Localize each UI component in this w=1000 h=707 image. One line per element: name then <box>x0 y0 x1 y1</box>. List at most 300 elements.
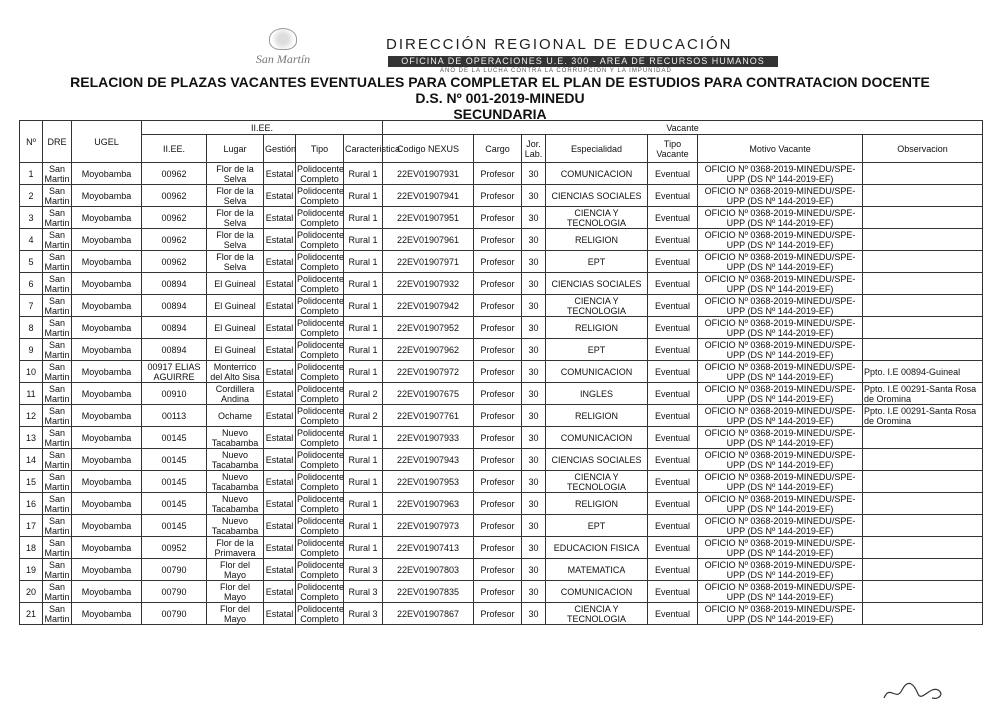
cell-jor: 30 <box>522 207 546 229</box>
cell-especialidad: EPT <box>546 339 648 361</box>
cell-observacion <box>863 515 983 537</box>
header-iiee: II.EE. <box>142 135 207 163</box>
cell-n: 19 <box>20 559 43 581</box>
cell-ugel: Moyobamba <box>72 383 142 405</box>
cell-gestion: Estatal <box>264 471 296 493</box>
cell-ugel: Moyobamba <box>72 295 142 317</box>
cell-tipo-vacante: Eventual <box>648 515 698 537</box>
cell-especialidad: RELIGION <box>546 229 648 251</box>
cell-iiee: 00145 <box>142 427 207 449</box>
decree-title: D.S. Nº 001-2019-MINEDU <box>415 90 585 106</box>
cell-lugar: Nuevo Tacabamba <box>207 493 264 515</box>
cell-codigo: 22EV01907675 <box>383 383 474 405</box>
cell-observacion <box>863 251 983 273</box>
cell-jor: 30 <box>522 559 546 581</box>
cell-observacion <box>863 581 983 603</box>
cell-cargo: Profesor <box>474 229 522 251</box>
table-row <box>20 185 983 207</box>
header-ugel: UGEL <box>72 121 142 163</box>
cell-codigo: 22EV01907963 <box>383 493 474 515</box>
cell-observacion <box>863 163 983 185</box>
header-n: Nº <box>20 121 43 163</box>
cell-dre: San Martin <box>44 427 70 448</box>
table-row <box>20 405 983 427</box>
cell-cargo: Profesor <box>474 537 522 559</box>
table-row <box>20 603 983 625</box>
cell-motivo: OFICIO Nº 0368-2019-MINEDU/SPE-UPP (DS Nº 144-2019-EF) <box>698 185 863 207</box>
cell-ugel: Moyobamba <box>72 537 142 559</box>
cell-tipo-vacante: Eventual <box>648 581 698 603</box>
cell-n: 15 <box>20 471 43 493</box>
cell-caracteristica: Rural 1 <box>344 427 383 449</box>
cell-tipo-vacante: Eventual <box>648 229 698 251</box>
cell-tipo: Polidocente Completo <box>297 229 345 250</box>
cell-caracteristica: Rural 1 <box>344 163 383 185</box>
header-jor: Jor. Lab. <box>522 135 546 163</box>
cell-especialidad: CIENCIAS SOCIALES <box>546 273 648 295</box>
cell-lugar: Flor de la Selva <box>207 207 264 229</box>
cell-tipo: Polidocente Completo <box>297 449 345 470</box>
header-caracteristica: Caracteristica <box>344 135 383 163</box>
cell-caracteristica: Rural 3 <box>344 603 383 625</box>
level-title: SECUNDARIA <box>453 106 547 122</box>
cell-lugar: Flor de la Selva <box>207 185 264 207</box>
vacancies-table <box>19 120 983 625</box>
cell-caracteristica: Rural 1 <box>344 537 383 559</box>
cell-cargo: Profesor <box>474 405 522 427</box>
cell-codigo: 22EV01907942 <box>383 295 474 317</box>
cell-cargo: Profesor <box>474 207 522 229</box>
column-header-row <box>20 135 983 163</box>
cell-tipo-vacante: Eventual <box>648 493 698 515</box>
cell-cargo: Profesor <box>474 163 522 185</box>
cell-caracteristica: Rural 1 <box>344 295 383 317</box>
cell-cargo: Profesor <box>474 603 522 625</box>
cell-tipo-vacante: Eventual <box>648 295 698 317</box>
cell-iiee: 00910 <box>142 383 207 405</box>
cell-observacion <box>863 493 983 515</box>
cell-observacion <box>863 603 983 625</box>
group-header-row <box>20 121 983 135</box>
table-row <box>20 273 983 295</box>
table-row <box>20 251 983 273</box>
document-title: RELACION DE PLAZAS VACANTES EVENTUALES PARA COMPLETAR EL PLAN DE ESTUDIOS PARA CONTRATACION DOCENTE <box>70 74 930 90</box>
cell-especialidad: EDUCACION FISICA <box>546 537 648 559</box>
cell-tipo: Polidocente Completo <box>297 339 345 360</box>
cell-tipo-vacante: Eventual <box>648 405 698 427</box>
cell-iiee: 00952 <box>142 537 207 559</box>
cell-especialidad: CIENCIA Y TECNOLOGIA <box>546 471 648 493</box>
cell-tipo-vacante: Eventual <box>648 317 698 339</box>
cell-ugel: Moyobamba <box>72 251 142 273</box>
cell-dre: San Martin <box>44 163 70 184</box>
cell-n: 9 <box>20 339 43 361</box>
year-motto: AÑO DE LA LUCHA CONTRA LA CORRUPCIÓN Y LA IMPUNIDAD <box>440 68 672 74</box>
group-header-vacante: Vacante <box>383 121 983 135</box>
header-dre: DRE <box>43 121 72 163</box>
cell-observacion: Ppto. I.E 00894-Guineal <box>863 361 983 383</box>
cell-gestion: Estatal <box>264 295 296 317</box>
cell-motivo: OFICIO Nº 0368-2019-MINEDU/SPE-UPP (DS Nº 144-2019-EF) <box>698 449 863 471</box>
cell-observacion <box>863 339 983 361</box>
cell-lugar: Nuevo Tacabamba <box>207 515 264 537</box>
cell-tipo: Polidocente Completo <box>297 163 345 184</box>
cell-especialidad: CIENCIAS SOCIALES <box>546 185 648 207</box>
cell-gestion: Estatal <box>264 185 296 207</box>
table-row <box>20 383 983 405</box>
cell-especialidad: RELIGION <box>546 493 648 515</box>
cell-tipo-vacante: Eventual <box>648 603 698 625</box>
cell-iiee: 00894 <box>142 317 207 339</box>
cell-gestion: Estatal <box>264 273 296 295</box>
cell-especialidad: COMUNICACION <box>546 581 648 603</box>
cell-iiee: 00790 <box>142 581 207 603</box>
cell-motivo: OFICIO Nº 0368-2019-MINEDU/SPE-UPP (DS Nº 144-2019-EF) <box>698 317 863 339</box>
cell-iiee: 00790 <box>142 603 207 625</box>
cell-cargo: Profesor <box>474 449 522 471</box>
cell-jor: 30 <box>522 493 546 515</box>
cell-jor: 30 <box>522 273 546 295</box>
cell-cargo: Profesor <box>474 295 522 317</box>
table-row <box>20 537 983 559</box>
header-tipo-vacante: Tipo Vacante <box>648 135 698 163</box>
cell-jor: 30 <box>522 185 546 207</box>
cell-gestion: Estatal <box>264 537 296 559</box>
cell-ugel: Moyobamba <box>72 229 142 251</box>
cell-n: 6 <box>20 273 43 295</box>
dre-title: DIRECCIÓN REGIONAL DE EDUCACIÓN <box>386 36 733 53</box>
cell-lugar: Ochame <box>207 405 264 427</box>
cell-n: 18 <box>20 537 43 559</box>
cell-lugar: Flor de la Primavera <box>207 537 264 559</box>
cell-dre: San Martin <box>44 207 70 228</box>
cell-observacion <box>863 185 983 207</box>
cell-ugel: Moyobamba <box>72 603 142 625</box>
cell-cargo: Profesor <box>474 361 522 383</box>
cell-motivo: OFICIO Nº 0368-2019-MINEDU/SPE-UPP (DS Nº 144-2019-EF) <box>698 603 863 625</box>
cell-dre: San Martin <box>44 493 70 514</box>
cell-iiee: 00962 <box>142 251 207 273</box>
cell-n: 12 <box>20 405 43 427</box>
logo-text: San Martín <box>255 52 311 66</box>
cell-codigo: 22EV01907953 <box>383 471 474 493</box>
cell-dre: San Martin <box>44 449 70 470</box>
cell-tipo-vacante: Eventual <box>648 427 698 449</box>
cell-gestion: Estatal <box>264 449 296 471</box>
group-header-iiee: II.EE. <box>142 121 383 135</box>
table-row <box>20 493 983 515</box>
cell-lugar: Flor del Mayo <box>207 559 264 581</box>
cell-motivo: OFICIO Nº 0368-2019-MINEDU/SPE-UPP (DS Nº 144-2019-EF) <box>698 471 863 493</box>
table-row <box>20 317 983 339</box>
cell-gestion: Estatal <box>264 207 296 229</box>
cell-codigo: 22EV01907971 <box>383 251 474 273</box>
cell-observacion <box>863 559 983 581</box>
cell-ugel: Moyobamba <box>72 559 142 581</box>
cell-tipo: Polidocente Completo <box>297 207 345 228</box>
header-observacion: Observacion <box>863 135 983 163</box>
cell-ugel: Moyobamba <box>72 405 142 427</box>
cell-jor: 30 <box>522 295 546 317</box>
cell-dre: San Martin <box>44 515 70 536</box>
cell-ugel: Moyobamba <box>72 581 142 603</box>
cell-caracteristica: Rural 1 <box>344 361 383 383</box>
cell-tipo-vacante: Eventual <box>648 361 698 383</box>
cell-motivo: OFICIO Nº 0368-2019-MINEDU/SPE-UPP (DS Nº 144-2019-EF) <box>698 515 863 537</box>
cell-jor: 30 <box>522 581 546 603</box>
cell-iiee: 00962 <box>142 207 207 229</box>
table-row <box>20 581 983 603</box>
cell-gestion: Estatal <box>264 515 296 537</box>
cell-ugel: Moyobamba <box>72 207 142 229</box>
cell-gestion: Estatal <box>264 339 296 361</box>
cell-tipo: Polidocente Completo <box>297 383 345 404</box>
cell-codigo: 22EV01907941 <box>383 185 474 207</box>
cell-codigo: 22EV01907761 <box>383 405 474 427</box>
cell-n: 11 <box>20 383 43 405</box>
cell-observacion <box>863 317 983 339</box>
cell-lugar: Nuevo Tacabamba <box>207 449 264 471</box>
cell-n: 8 <box>20 317 43 339</box>
cell-tipo: Polidocente Completo <box>297 405 345 426</box>
cell-tipo-vacante: Eventual <box>648 537 698 559</box>
cell-gestion: Estatal <box>264 427 296 449</box>
header-cargo: Cargo <box>474 135 522 163</box>
cell-iiee: 00113 <box>142 405 207 427</box>
cell-iiee: 00894 <box>142 295 207 317</box>
cell-motivo: OFICIO Nº 0368-2019-MINEDU/SPE-UPP (DS Nº 144-2019-EF) <box>698 493 863 515</box>
table-row <box>20 361 983 383</box>
cell-iiee: 00145 <box>142 449 207 471</box>
cell-tipo: Polidocente Completo <box>297 317 345 338</box>
cell-cargo: Profesor <box>474 581 522 603</box>
cell-jor: 30 <box>522 427 546 449</box>
cell-lugar: Monterrico del Alto Sisa <box>207 361 264 383</box>
cell-tipo-vacante: Eventual <box>648 251 698 273</box>
cell-jor: 30 <box>522 361 546 383</box>
cell-especialidad: MATEMATICA <box>546 559 648 581</box>
cell-cargo: Profesor <box>474 427 522 449</box>
cell-tipo: Polidocente Completo <box>297 471 345 492</box>
cell-jor: 30 <box>522 515 546 537</box>
cell-caracteristica: Rural 2 <box>344 405 383 427</box>
cell-tipo: Polidocente Completo <box>297 361 345 382</box>
cell-codigo: 22EV01907943 <box>383 449 474 471</box>
cell-dre: San Martin <box>44 251 70 272</box>
cell-n: 2 <box>20 185 43 207</box>
cell-lugar: El Guineal <box>207 295 264 317</box>
cell-jor: 30 <box>522 163 546 185</box>
cell-n: 1 <box>20 163 43 185</box>
cell-codigo: 22EV01907972 <box>383 361 474 383</box>
cell-iiee: 00145 <box>142 493 207 515</box>
cell-n: 20 <box>20 581 43 603</box>
cell-dre: San Martin <box>44 317 70 338</box>
cell-codigo: 22EV01907932 <box>383 273 474 295</box>
cell-motivo: OFICIO Nº 0368-2019-MINEDU/SPE-UPP (DS Nº 144-2019-EF) <box>698 339 863 361</box>
cell-ugel: Moyobamba <box>72 317 142 339</box>
cell-tipo-vacante: Eventual <box>648 207 698 229</box>
cell-ugel: Moyobamba <box>72 273 142 295</box>
cell-dre: San Martin <box>44 603 70 624</box>
cell-observacion <box>863 295 983 317</box>
cell-lugar: Nuevo Tacabamba <box>207 471 264 493</box>
cell-tipo-vacante: Eventual <box>648 339 698 361</box>
cell-codigo: 22EV01907803 <box>383 559 474 581</box>
cell-tipo-vacante: Eventual <box>648 185 698 207</box>
cell-dre: San Martin <box>44 273 70 294</box>
cell-iiee: 00962 <box>142 185 207 207</box>
cell-gestion: Estatal <box>264 405 296 427</box>
cell-especialidad: RELIGION <box>546 317 648 339</box>
cell-observacion <box>863 537 983 559</box>
regional-logo <box>228 28 338 67</box>
cell-caracteristica: Rural 3 <box>344 581 383 603</box>
cell-codigo: 22EV01907951 <box>383 207 474 229</box>
cell-observacion <box>863 471 983 493</box>
header-motivo: Motivo Vacante <box>698 135 863 163</box>
cell-dre: San Martin <box>44 383 70 404</box>
table-row <box>20 471 983 493</box>
cell-caracteristica: Rural 1 <box>344 317 383 339</box>
cell-iiee: 00145 <box>142 471 207 493</box>
table-row <box>20 515 983 537</box>
cell-tipo: Polidocente Completo <box>297 603 345 624</box>
cell-gestion: Estatal <box>264 603 296 625</box>
signature-icon <box>880 680 950 704</box>
cell-motivo: OFICIO Nº 0368-2019-MINEDU/SPE-UPP (DS Nº 144-2019-EF) <box>698 229 863 251</box>
cell-tipo: Polidocente Completo <box>297 185 345 206</box>
cell-lugar: Flor de la Selva <box>207 229 264 251</box>
header-tipo: Tipo <box>296 135 344 163</box>
header-codigo: Codigo NEXUS <box>383 135 474 163</box>
cell-n: 7 <box>20 295 43 317</box>
cell-lugar: Flor del Mayo <box>207 603 264 625</box>
cell-iiee: 00790 <box>142 559 207 581</box>
cell-especialidad: RELIGION <box>546 405 648 427</box>
cell-observacion <box>863 427 983 449</box>
cell-motivo: OFICIO Nº 0368-2019-MINEDU/SPE-UPP (DS Nº 144-2019-EF) <box>698 251 863 273</box>
header-especialidad: Especialidad <box>546 135 648 163</box>
cell-especialidad: CIENCIA Y TECNOLOGIA <box>546 207 648 229</box>
cell-jor: 30 <box>522 537 546 559</box>
cell-motivo: OFICIO Nº 0368-2019-MINEDU/SPE-UPP (DS Nº 144-2019-EF) <box>698 559 863 581</box>
cell-n: 13 <box>20 427 43 449</box>
cell-motivo: OFICIO Nº 0368-2019-MINEDU/SPE-UPP (DS Nº 144-2019-EF) <box>698 427 863 449</box>
cell-tipo: Polidocente Completo <box>297 295 345 316</box>
cell-n: 5 <box>20 251 43 273</box>
cell-jor: 30 <box>522 339 546 361</box>
cell-n: 14 <box>20 449 43 471</box>
cell-jor: 30 <box>522 449 546 471</box>
office-banner: OFICINA DE OPERACIONES U.E. 300 - AREA DE RECURSOS HUMANOS <box>388 56 778 67</box>
cell-codigo: 22EV01907931 <box>383 163 474 185</box>
table-row <box>20 449 983 471</box>
cell-codigo: 22EV01907835 <box>383 581 474 603</box>
cell-ugel: Moyobamba <box>72 471 142 493</box>
cell-gestion: Estatal <box>264 493 296 515</box>
cell-gestion: Estatal <box>264 229 296 251</box>
cell-ugel: Moyobamba <box>72 515 142 537</box>
cell-cargo: Profesor <box>474 251 522 273</box>
cell-caracteristica: Rural 1 <box>344 493 383 515</box>
cell-codigo: 22EV01907961 <box>383 229 474 251</box>
cell-tipo: Polidocente Completo <box>297 559 345 580</box>
cell-cargo: Profesor <box>474 515 522 537</box>
cell-jor: 30 <box>522 405 546 427</box>
table-row <box>20 559 983 581</box>
cell-tipo: Polidocente Completo <box>297 515 345 536</box>
cell-gestion: Estatal <box>264 251 296 273</box>
cell-especialidad: CIENCIA Y TECNOLOGIA <box>546 295 648 317</box>
cell-especialidad: CIENCIA Y TECNOLOGIA <box>546 603 648 625</box>
cell-cargo: Profesor <box>474 317 522 339</box>
cell-cargo: Profesor <box>474 339 522 361</box>
cell-gestion: Estatal <box>264 559 296 581</box>
cell-lugar: Cordillera Andina <box>207 383 264 405</box>
cell-tipo-vacante: Eventual <box>648 449 698 471</box>
cell-tipo: Polidocente Completo <box>297 273 345 294</box>
cell-tipo-vacante: Eventual <box>648 273 698 295</box>
cell-observacion: Ppto. I.E 00291-Santa Rosa de Oromina <box>863 383 983 405</box>
cell-lugar: El Guineal <box>207 339 264 361</box>
cell-especialidad: COMUNICACION <box>546 427 648 449</box>
cell-iiee: 00145 <box>142 515 207 537</box>
cell-lugar: El Guineal <box>207 317 264 339</box>
cell-caracteristica: Rural 1 <box>344 229 383 251</box>
cell-motivo: OFICIO Nº 0368-2019-MINEDU/SPE-UPP (DS Nº 144-2019-EF) <box>698 295 863 317</box>
cell-codigo: 22EV01907973 <box>383 515 474 537</box>
cell-iiee: 00894 <box>142 339 207 361</box>
cell-dre: San Martin <box>44 537 70 558</box>
cell-caracteristica: Rural 1 <box>344 185 383 207</box>
cell-observacion <box>863 273 983 295</box>
cell-ugel: Moyobamba <box>72 163 142 185</box>
cell-gestion: Estatal <box>264 361 296 383</box>
cell-especialidad: EPT <box>546 515 648 537</box>
cell-tipo: Polidocente Completo <box>297 581 345 602</box>
cell-dre: San Martin <box>44 361 70 382</box>
cell-jor: 30 <box>522 383 546 405</box>
cell-especialidad: COMUNICACION <box>546 361 648 383</box>
table-row <box>20 427 983 449</box>
cell-n: 17 <box>20 515 43 537</box>
table-row <box>20 295 983 317</box>
cell-tipo-vacante: Eventual <box>648 383 698 405</box>
header-gestion: Gestión <box>264 135 296 163</box>
cell-motivo: OFICIO Nº 0368-2019-MINEDU/SPE-UPP (DS Nº 144-2019-EF) <box>698 537 863 559</box>
cell-dre: San Martin <box>44 405 70 426</box>
cell-tipo: Polidocente Completo <box>297 427 345 448</box>
cell-dre: San Martin <box>44 559 70 580</box>
cell-dre: San Martin <box>44 229 70 250</box>
cell-iiee: 00962 <box>142 163 207 185</box>
cell-tipo: Polidocente Completo <box>297 493 345 514</box>
cell-cargo: Profesor <box>474 273 522 295</box>
cell-especialidad: EPT <box>546 251 648 273</box>
cell-ugel: Moyobamba <box>72 361 142 383</box>
cell-tipo-vacante: Eventual <box>648 163 698 185</box>
cell-cargo: Profesor <box>474 559 522 581</box>
cell-caracteristica: Rural 1 <box>344 515 383 537</box>
table-body <box>20 163 983 625</box>
cell-motivo: OFICIO Nº 0368-2019-MINEDU/SPE-UPP (DS Nº 144-2019-EF) <box>698 383 863 405</box>
cell-jor: 30 <box>522 471 546 493</box>
cell-lugar: El Guineal <box>207 273 264 295</box>
cell-caracteristica: Rural 1 <box>344 251 383 273</box>
cell-iiee: 00894 <box>142 273 207 295</box>
cell-ugel: Moyobamba <box>72 493 142 515</box>
